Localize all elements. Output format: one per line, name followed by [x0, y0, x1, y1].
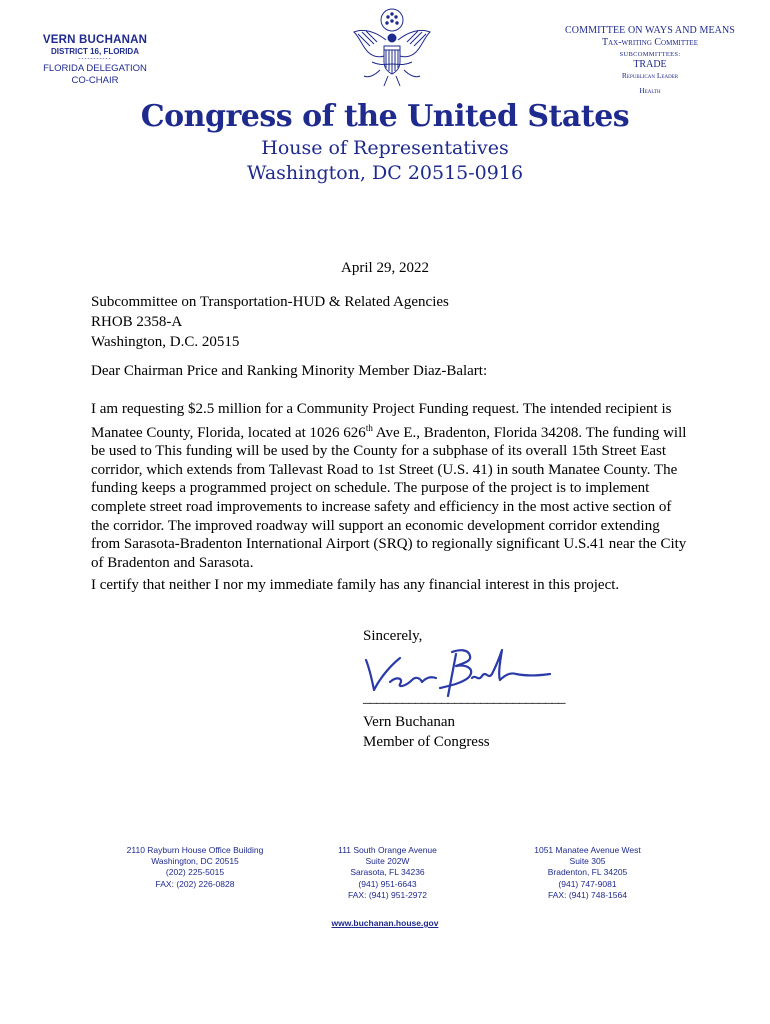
closing: Sincerely, [363, 628, 423, 644]
office-line: FAX: (941) 951-2972 [348, 889, 427, 900]
body-text-part2: Ave E., Bradenton, Florida 34208. The funding will be used to This funding will be used by the County for a subphase of its overall 15th Street East corridor, which extends from Tallevast Road to 1st Street (U.S. 41) in south Manatee County. The funding keeps a programmed project on schedule. The purpose of the project is to implement complete street road improvements to increase safety and efficiency in the most active section of the corridor. The improved roadway will support an economic development corridor extending from Sarasota-Bradenton International Airport (SRQ) to regionally significant U.S.41 near the City of Bradenton and Sarasota. [91, 424, 687, 571]
office-dc [110, 845, 280, 890]
republican-leader: Republican Leader [621, 71, 679, 80]
delegation-line2: CO-CHAIR [71, 75, 119, 86]
office-line: Suite 305 [569, 856, 606, 867]
washington-address: Washington, DC 20515-0916 [246, 162, 524, 184]
office-line: Suite 202W [365, 856, 410, 867]
address-line: Subcommittee on Transportation-HUD & Related Agencies [91, 294, 449, 310]
address-line: Washington, D.C. 20515 [91, 334, 240, 350]
body-paragraph [91, 400, 691, 572]
signature-line: _______________________________ [363, 690, 565, 706]
office-sarasota [310, 845, 465, 901]
signer-name: Vern Buchanan [363, 714, 456, 730]
address-line: RHOB 2358-A [91, 314, 183, 330]
delegation-line1: FLORIDA DELEGATION [43, 63, 147, 74]
great-seal-eagle-icon [350, 6, 434, 98]
office-line: (202) 225-5015 [165, 867, 225, 878]
office-line: (941) 951-6643 [358, 878, 417, 889]
subcommittee-health: Health [639, 86, 661, 95]
congress-title: Congress of the United States [140, 99, 630, 134]
committee-name: COMMITTEE ON WAYS AND MEANS [565, 25, 735, 36]
office-line: FAX: (202) 226-0828 [155, 878, 235, 889]
office-line: 2110 Rayburn House Office Building [126, 845, 264, 855]
ordinal-suffix: th [365, 422, 373, 433]
house-title: House of Representatives [261, 137, 509, 159]
office-line: Sarasota, FL 34236 [350, 867, 425, 878]
salutation: Dear Chairman Price and Ranking Minority Member Diaz-Balart: [91, 363, 488, 379]
recipient-address [91, 292, 449, 352]
subcommittees-label: SUBCOMMITTEES: [619, 51, 681, 58]
office-line: (941) 747-9081 [558, 878, 617, 889]
office-line: Washington, DC 20515 [151, 856, 239, 867]
signer-block [363, 712, 490, 752]
member-district: DISTRICT 16, FLORIDA [50, 47, 139, 56]
office-line: 1051 Manatee Avenue West [534, 845, 641, 855]
office-line: FAX: (941) 748-1564 [548, 889, 627, 900]
subcommittee-trade: TRADE [633, 59, 667, 70]
separator: ----------- [78, 56, 112, 62]
office-line: 111 South Orange Avenue [338, 845, 437, 855]
letterhead-left [20, 34, 170, 86]
website-link[interactable]: www.buchanan.house.gov [331, 918, 439, 928]
signer-title: Member of Congress [363, 734, 490, 750]
body-text-part1: I am requesting $2.5 million for a Community Project Funding request. The intended recipient is Manatee County, Florida, located at 1026 626 [91, 401, 672, 441]
office-line: Bradenton, FL 34205 [547, 867, 628, 878]
letterhead-right [550, 25, 750, 95]
office-bradenton [505, 845, 670, 901]
certification-statement: I certify that neither I nor my immediate family has any financial interest in this project. [91, 577, 620, 593]
tax-writing-committee: Tax-writing Committee [602, 37, 698, 48]
member-name: VERN BUCHANAN [42, 34, 148, 46]
letter-date: April 29, 2022 [341, 260, 429, 276]
